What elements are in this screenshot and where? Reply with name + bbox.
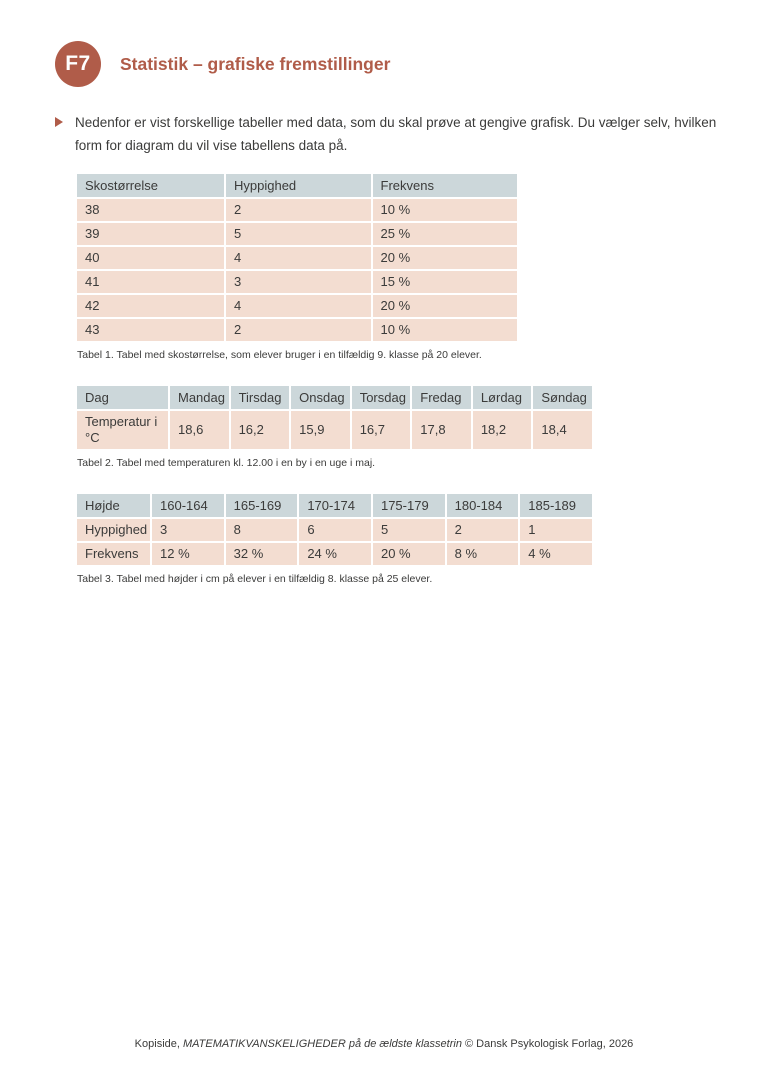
table-cell: 4 xyxy=(226,295,371,317)
data-table-temperatures xyxy=(75,384,594,451)
table-row xyxy=(77,295,517,317)
table-shoe-sizes xyxy=(75,172,768,343)
table-cell: 6 xyxy=(299,519,371,541)
table-cell: 42 xyxy=(77,295,224,317)
table-cell: Frekvens xyxy=(77,543,150,565)
column-header-cell: 170-174 xyxy=(299,494,371,517)
table-cell: 3 xyxy=(226,271,371,293)
column-header-cell: 160-164 xyxy=(152,494,224,517)
column-header-cell: Onsdag xyxy=(291,386,350,409)
column-header-cell: Højde xyxy=(77,494,150,517)
table-row xyxy=(77,519,592,541)
table-cell: 15,9 xyxy=(291,411,350,449)
column-header-cell: Torsdag xyxy=(352,386,411,409)
column-header-cell: Frekvens xyxy=(373,174,518,197)
table-row xyxy=(77,319,517,341)
table-row xyxy=(77,199,517,221)
table-row xyxy=(77,247,517,269)
column-header-cell: Mandag xyxy=(170,386,229,409)
footer-book-title: MATEMATIKVANSKELIGHEDER på de ældste klassetrin xyxy=(182,1038,462,1050)
column-header-cell: Fredag xyxy=(412,386,471,409)
table-cell: 16,2 xyxy=(231,411,290,449)
table-cell: 3 xyxy=(152,519,224,541)
table-cell: 1 xyxy=(520,519,592,541)
intro-paragraph xyxy=(55,111,768,157)
table-cell: 2 xyxy=(447,519,519,541)
table-cell: 8 % xyxy=(447,543,519,565)
table-cell: 10 % xyxy=(373,319,518,341)
intro-text xyxy=(75,111,716,157)
table-temperatures xyxy=(75,384,768,451)
table-cell: 17,8 xyxy=(412,411,471,449)
footer-prefix: Kopiside, xyxy=(134,1038,183,1050)
table3-section xyxy=(75,492,768,585)
table-cell: 39 xyxy=(77,223,224,245)
column-header-cell: Søndag xyxy=(533,386,592,409)
table-cell: 38 xyxy=(77,199,224,221)
table-cell: 18,4 xyxy=(533,411,592,449)
header xyxy=(55,41,768,87)
table-cell: 24 % xyxy=(299,543,371,565)
table1-caption: Tabel 1. Tabel med skostørrelse, som elever bruger i en tilfældig 9. klasse på 20 elever. xyxy=(77,349,482,361)
table-cell: 15 % xyxy=(373,271,518,293)
table-cell: 43 xyxy=(77,319,224,341)
table-cell: 4 xyxy=(226,247,371,269)
table2-caption: Tabel 2. Tabel med temperaturen kl. 12.00 i en by i en uge i maj. xyxy=(77,457,376,469)
table-cell: 32 % xyxy=(226,543,298,565)
data-table-shoe-sizes xyxy=(75,172,519,343)
table-row xyxy=(77,543,592,565)
page-title: Statistik – grafiske fremstillinger xyxy=(120,53,391,74)
table-cell: 25 % xyxy=(373,223,518,245)
table-row xyxy=(77,271,517,293)
column-header-cell: 185-189 xyxy=(520,494,592,517)
intro-line-1: Nedenfor er vist forskellige tabeller med data, som du skal prøve at gengive grafisk. Du vælger selv, hvilken xyxy=(75,115,717,130)
table-row xyxy=(77,223,517,245)
table-heights xyxy=(75,492,768,567)
table-cell: Temperatur i °C xyxy=(77,411,168,449)
table1-section xyxy=(75,172,768,361)
table-cell: 40 xyxy=(77,247,224,269)
table-cell: 5 xyxy=(226,223,371,245)
footer-suffix: © Dansk Psykologisk Forlag, 2026 xyxy=(461,1038,634,1050)
table3-caption: Tabel 3. Tabel med højder i cm på elever i en tilfældig 8. klasse på 25 elever. xyxy=(77,573,433,585)
table-cell: 5 xyxy=(373,519,445,541)
triangle-bullet-icon xyxy=(55,117,63,127)
table-cell: 18,6 xyxy=(170,411,229,449)
column-header-cell: 175-179 xyxy=(373,494,445,517)
table-cell: 16,7 xyxy=(352,411,411,449)
table-cell: 12 % xyxy=(152,543,224,565)
column-header-cell: Dag xyxy=(77,386,168,409)
lesson-badge: F7 xyxy=(55,41,101,87)
column-header-cell: 165-169 xyxy=(226,494,298,517)
table-cell: Hyppighed xyxy=(77,519,150,541)
table-cell: 4 % xyxy=(520,543,592,565)
intro-line-2: form for diagram du vil vise tabellens data på. xyxy=(75,138,348,153)
table-row xyxy=(77,411,592,449)
table-cell: 8 xyxy=(226,519,298,541)
column-header-cell: Tirsdag xyxy=(231,386,290,409)
table-cell: 20 % xyxy=(373,543,445,565)
table2-section xyxy=(75,384,768,469)
column-header-cell: Lørdag xyxy=(473,386,532,409)
column-header-cell: Hyppighed xyxy=(226,174,371,197)
table-cell: 41 xyxy=(77,271,224,293)
table-cell: 2 xyxy=(226,319,371,341)
table-cell: 10 % xyxy=(373,199,518,221)
footer-copyright xyxy=(0,1038,768,1050)
data-table-heights xyxy=(75,492,594,567)
table-cell: 2 xyxy=(226,199,371,221)
table-cell: 20 % xyxy=(373,247,518,269)
column-header-cell: Skostørrelse xyxy=(77,174,224,197)
table-cell: 20 % xyxy=(373,295,518,317)
table-cell: 18,2 xyxy=(473,411,532,449)
column-header-cell: 180-184 xyxy=(447,494,519,517)
